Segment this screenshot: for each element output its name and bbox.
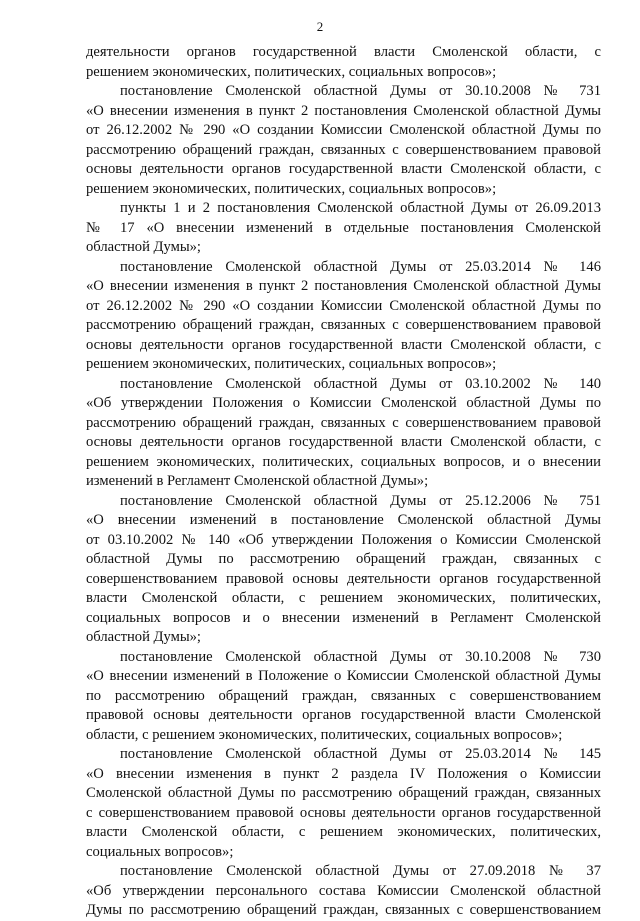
text-line: постановление Смоленской областной Думы от 30.10.2008 № 730	[120, 648, 601, 665]
text-line: областной Думы»;	[86, 239, 201, 255]
text-line: по рассмотрению обращений граждан, связанных с совершенствованием	[86, 687, 601, 704]
text-line: решением экономических, политических, социальных вопросов»;	[86, 63, 497, 80]
text-line: основы деятельности органов государственной власти Смоленской области, с	[86, 336, 601, 353]
text-line: с совершенствованием правовой основы деятельности органов государственной	[86, 804, 601, 821]
text-line: основы деятельности органов государственной власти Смоленской области, с	[86, 434, 601, 450]
text-line: рассмотрению обращений граждан, связанных с совершенствованием правовой	[86, 414, 601, 431]
text-line: от 03.10.2002 № 140 «Об утверждении Положения о Комиссии Смоленской	[86, 531, 601, 548]
text-line: основы деятельности органов государственной власти Смоленской области, с	[86, 161, 601, 177]
text-line: рассмотрению обращений граждан, связанных с совершенствованием правовой	[86, 141, 601, 158]
text-line: «О внесении изменений в постановление Смоленской областной Думы	[86, 512, 601, 528]
document-body	[86, 43, 601, 921]
text-line: социальных вопросов и о внесении изменений в Регламент Смоленской	[86, 609, 601, 626]
text-line: Смоленской областной Думы по рассмотрению обращений граждан, связанных	[86, 785, 601, 801]
text-line: от 26.12.2002 № 290 «О создании Комиссии Смоленской областной Думы по	[86, 122, 601, 138]
text-line: совершенствованием правовой основы деятельности органов государственной	[86, 570, 601, 587]
text-line: «О внесении изменения в пункт 2 раздела IV Положения о Комиссии	[86, 765, 601, 782]
text-line: № 17 «О внесении изменений в отдельные постановления Смоленской	[86, 219, 601, 236]
text-line: правовой основы деятельности органов государственной власти Смоленской	[86, 707, 601, 723]
text-line: «О внесении изменений в Положение о Комиссии Смоленской областной Думы	[86, 668, 601, 684]
text-line: пункты 1 и 2 постановления Смоленской областной Думы от 26.09.2013	[120, 200, 601, 216]
text-line: решением экономических, политических, социальных вопросов»;	[86, 356, 497, 372]
text-line: власти Смоленской области, с решением экономических, политических,	[86, 824, 601, 840]
text-line: власти Смоленской области, с решением экономических, политических,	[86, 590, 601, 606]
page-number: 2	[316, 19, 324, 34]
text-line: постановление Смоленской областной Думы от 25.03.2014 № 145	[120, 746, 601, 762]
text-line: «О внесении изменения в пункт 2 постановления Смоленской областной Думы	[86, 278, 601, 294]
text-line: «О внесении изменения в пункт 2 постановления Смоленской областной Думы	[86, 102, 601, 119]
text-line: областной Думы»;	[86, 629, 201, 645]
text-line: постановление Смоленской областной Думы от 27.09.2018 № 37	[120, 863, 601, 879]
text-line: решением экономических, политических, социальных вопросов, и о внесении	[86, 453, 601, 470]
text-line: постановление Смоленской областной Думы от 25.12.2006 № 751	[120, 492, 601, 509]
text-line: постановление Смоленской областной Думы от 25.03.2014 № 146	[120, 258, 601, 275]
text-line: деятельности органов государственной власти Смоленской области, с	[86, 44, 601, 60]
text-line: постановление Смоленской областной Думы от 30.10.2008 № 731	[120, 83, 601, 99]
text-line: области, с решением экономических, политических, социальных вопросов»;	[86, 726, 563, 743]
text-line: от 26.12.2002 № 290 «О создании Комиссии Смоленской областной Думы по	[86, 297, 601, 314]
text-line: «Об утверждении Положения о Комиссии Смоленской областной Думы по	[86, 395, 601, 411]
text-line: «Об утверждении персонального состава Комиссии Смоленской областной	[86, 882, 601, 899]
text-line: решением экономических, политических, социальных вопросов»;	[86, 180, 497, 197]
text-line: социальных вопросов»;	[86, 843, 234, 860]
text-line: Думы по рассмотрению обращений граждан, связанных с совершенствованием	[86, 902, 601, 918]
text-line: постановление Смоленской областной Думы от 03.10.2002 № 140	[120, 375, 601, 392]
text-line: областной Думы по рассмотрению обращений граждан, связанных с	[86, 551, 601, 567]
text-line: рассмотрению обращений граждан, связанных с совершенствованием правовой	[86, 317, 601, 333]
text-line: изменений в Регламент Смоленской областной Думы»;	[86, 473, 429, 489]
